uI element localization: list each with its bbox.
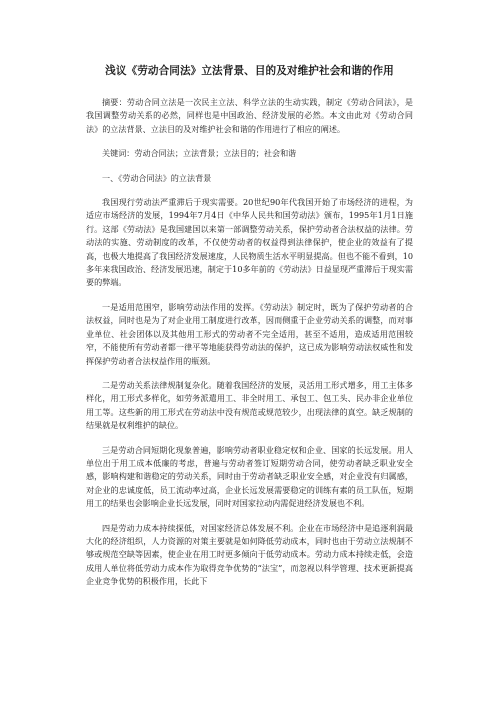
body-paragraph: 一是适用范围窄，影响劳动法作用的发挥。《劳动法》制定时，既为了保护劳动者的合法权益，同时也是为了对企业用工制度进行改革，因而侧重于企业劳动关系的调整，而对事业单位、社会团体以及其他用工形式的劳动者不完全适用，甚至不适用，造成适用范围较窄，不能使所有劳动者都一律平等地能获得劳动法的保护，这已成为影响劳动法权威性和发挥保护劳动者合法权益作用的瓶颈。 [86, 301, 413, 366]
document-body [86, 64, 413, 599]
body-paragraph: 三是劳动合同短期化现象普遍，影响劳动者职业稳定权和企业、国家的长远发展。用人单位出于用工成本低廉的考虑，普遍与劳动者签订短期劳动合同，使劳动者缺乏职业安全感，影响构建和谐稳定的劳动关系，同时由于劳动者缺乏职业安全感，对企业没有归属感，对企业的忠诚度低，员工流动率过高，企业长远发展需要稳定的训练有素的员工队伍，短期用工的结果也会影响企业长远发展，同时对国家拉动内需促进经济发展也不利。 [86, 444, 413, 509]
keywords-line: 关键词：劳动合同法；立法背景；立法目的；社会和谐 [102, 148, 297, 159]
body-paragraph: 我国现行劳动法严重滞后于现实需要。20世纪90年代我国开始了市场经济的进程，为适应市场经济的发展，1994年7月4日《中华人民共和国劳动法》颁布，1995年1月1日施行。这部《劳动法》是我国建国以来第一部调整劳动关系，保护劳动者合法权益的法律。劳动法的实施、劳动制度的改革，不仅使劳动者的权益得到法律保护，使企业的效益有了提高，也极大地提高了我国经济发展速度，人民物质生活水平明显提高。但也不能不看到，10多年来我国政治、经济发展迅速，制定于10多年前的《劳动法》日益显现严重滞后于现实需要的弊端。 [86, 197, 413, 288]
section-heading: 一、《劳动合同法》的立法背景 [102, 172, 212, 183]
body-paragraph: 四是劳动力成本持续探低，对国家经济总体发展不利。企业在市场经济中是追逐利润最大化的经济组织，人力资源的对策主要就是如何降低劳动成本，同时也由于劳动立法规制不够或规范空缺等因素，使企业在用工时更多倾向于低劳动成本。劳动力成本持续走低，会造成用人单位将低劳动力成本作为取得竞争优势的“法宝”，而忽视以科学管理、技术更新提高企业竞争优势的积极作用，长此下 [86, 522, 413, 587]
body-paragraph: 二是劳动关系法律规制复杂化。随着我国经济的发展，灵活用工形式增多，用工主体多样化，用工形式多样化，如劳务派遣用工、非全时用工、承包工、包工头、民办非企业单位用工等。这些新的用工形式在劳动法中没有规范或规范较少，出现法律的真空。缺乏规制的结果就是权利维护的缺位。 [86, 379, 413, 431]
abstract-paragraph: 摘要：劳动合同立法是一次民主立法、科学立法的生动实践，制定《劳动合同法》，是我国调整劳动关系的必然，同样也是中国政治、经济发展的必然。本文由此对《劳动合同法》的立法背景、立法目的及对维护社会和谐的作用进行了相应的阐述。 [86, 97, 413, 134]
document-title: 浅议《劳动合同法》立法背景、目的及对维护社会和谐的作用 [105, 65, 394, 77]
